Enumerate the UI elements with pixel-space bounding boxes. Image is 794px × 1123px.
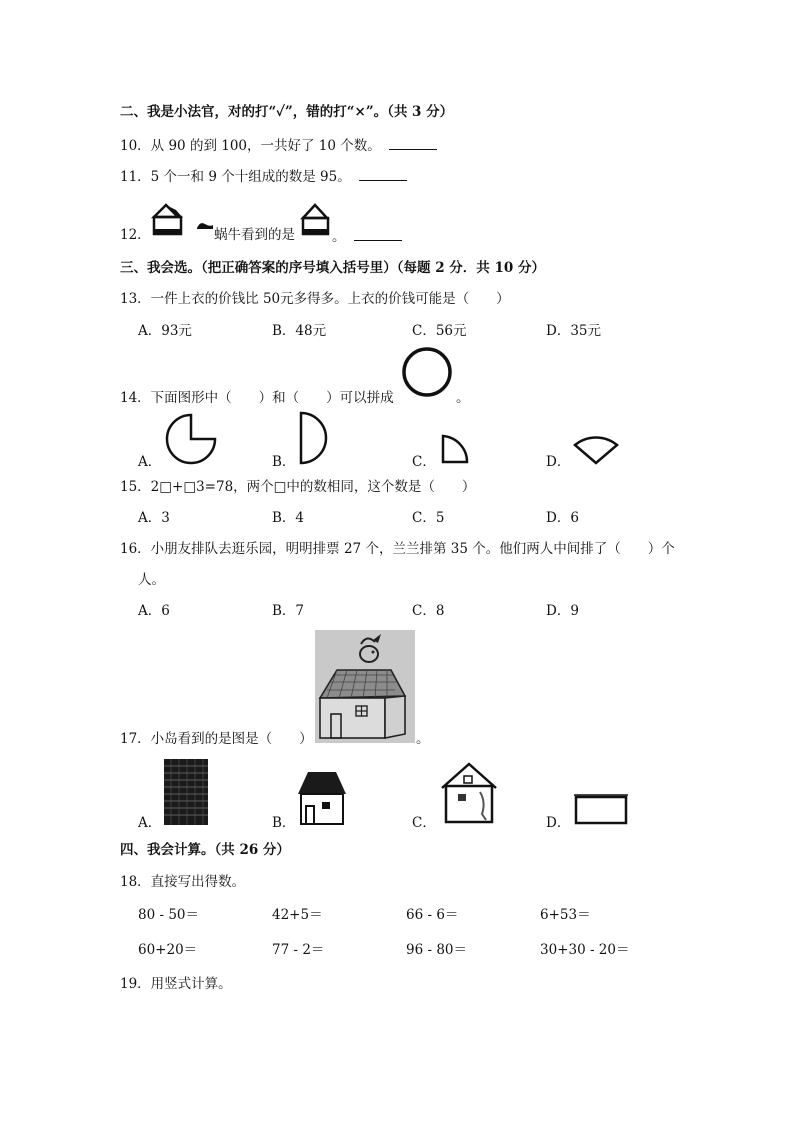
option-16-b[interactable]: B．7 [272,603,305,619]
option-13-d[interactable]: D．35元 [546,323,602,339]
option-14-a[interactable]: A． [138,454,162,470]
question-17-end: 。 [416,731,430,747]
option-13-c[interactable]: C．56元 [412,323,467,339]
house-side-icon [150,203,186,236]
question-16-line1: 16．小朋友排队去逛乐园，明明排票 27 个，兰兰排第 35 个。他们两人中间排了（ ）个 [120,541,675,557]
question-16-line2: 人。 [138,572,165,588]
sector-fan-icon [572,436,620,466]
question-12-number: 12． [120,227,151,243]
option-15-a[interactable]: A．3 [138,510,170,526]
option-15-b[interactable]: B．4 [272,510,305,526]
question-10-text: 10．从 90 的到 100，一共好了 10 个数。 [120,138,381,154]
question-17: 17．小岛看到的是图是（ ） [120,731,313,747]
answer-blank-12[interactable] [354,226,402,241]
option-14-b[interactable]: B． [272,454,296,470]
calc-1-2: 42+5＝ [272,907,323,923]
option-15-d[interactable]: D．6 [546,510,579,526]
section-3-heading: 三、我会选。（把正确答案的序号填入括号里）（每题 2 分．共 10 分） [120,260,545,276]
option-15-c[interactable]: C．5 [412,510,445,526]
question-19: 19．用竖式计算。 [120,976,232,992]
bird-above-house-picture [315,630,415,743]
option-16-c[interactable]: C．8 [412,603,445,619]
question-15: 15．2□+□3=78，两个□中的数相同，这个数是（ ） [120,479,476,495]
roof-top-view-icon [163,758,209,826]
option-13-a[interactable]: A．93元 [138,323,192,339]
question-10 [120,135,437,155]
question-11-text: 11．5 个一和 9 个十组成的数是 95。 [120,169,351,185]
question-11 [120,166,407,186]
half-circle-icon [298,410,328,466]
answer-blank-10[interactable] [389,135,437,150]
full-circle-icon [400,345,454,399]
option-13-b[interactable]: B．48元 [272,323,327,339]
rectangle-view-icon [573,793,629,825]
question-18: 18．直接写出得数。 [120,874,246,890]
section-2-heading: 二、我是小法官，对的打“✓”，错的打“×”。（共 3 分） [120,104,454,120]
answer-blank-11[interactable] [359,166,407,181]
calc-1-3: 66 - 6＝ [406,907,459,923]
option-16-d[interactable]: D．9 [546,603,579,619]
calc-1-4: 6+53＝ [540,907,591,923]
question-12-end: 。 [332,226,402,246]
house-side-view-icon [296,770,348,826]
snail-icon [196,219,214,231]
option-14-c[interactable]: C． [412,454,436,470]
option-14-d[interactable]: D． [546,454,571,470]
house-front-icon [300,203,332,236]
question-14-end: 。 [456,390,470,406]
quarter-circle-icon [440,433,470,465]
calc-2-4: 30+30 - 20＝ [540,942,630,958]
question-13: 13．一件上衣的价钱比 50元多得多。上衣的价钱可能是（ ） [120,291,510,307]
section-4-heading: 四、我会计算。（共 26 分） [120,842,290,858]
house-front-view-icon [440,762,498,824]
option-16-a[interactable]: A．6 [138,603,170,619]
option-17-d[interactable]: D． [546,815,571,831]
three-quarter-circle-icon [163,411,219,467]
option-17-c[interactable]: C． [412,815,436,831]
option-17-b[interactable]: B． [272,815,296,831]
calc-2-3: 96 - 80＝ [406,942,468,958]
calc-2-2: 77 - 2＝ [272,942,325,958]
question-14: 14．下面图形中（ ）和（ ）可以拼成 [120,390,394,406]
option-17-a[interactable]: A． [138,815,162,831]
calc-1-1: 80 - 50＝ [138,907,200,923]
question-12-text: 蜗牛看到的是 [214,227,295,243]
calc-2-1: 60+20＝ [138,942,198,958]
